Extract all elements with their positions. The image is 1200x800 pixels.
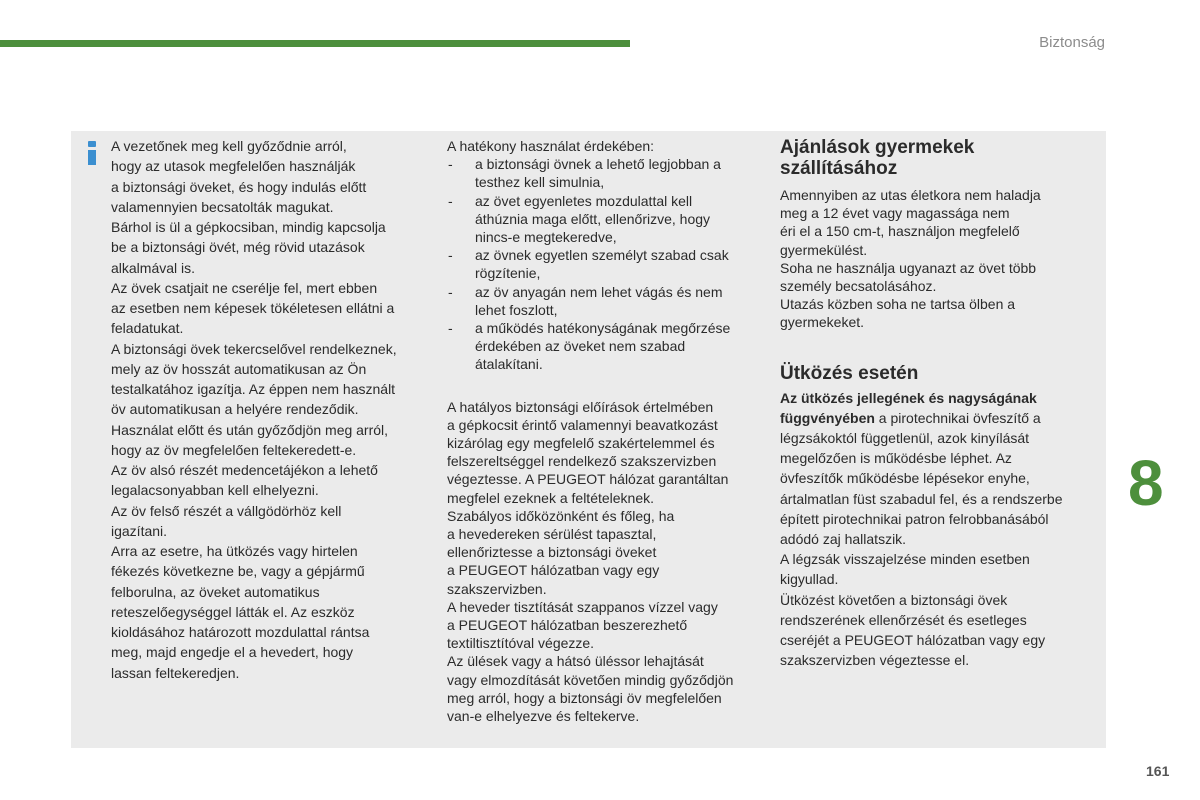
text-line: A vezetőnek meg kell győződnie arról, — [111, 138, 347, 154]
text-line: A légzsák visszajelzése minden esetben — [780, 551, 1030, 568]
service-paragraph — [447, 398, 769, 726]
bold-text: Az ütközés jellegének és nagyságának — [780, 389, 1037, 406]
text-line: övfeszítők működésbe lépésekor enyhe, — [780, 470, 1030, 487]
usage-intro: A hatékony használat érdekében: — [447, 138, 655, 154]
text-line: személy becsatolásához. — [780, 278, 937, 295]
text-line: légzsákoktól függetlenül, azok kinyílását — [780, 430, 1030, 447]
text-line: felborulna, az öveket automatikus — [111, 583, 320, 600]
text-line: fékezés következne be, vagy a gépjármű — [111, 563, 365, 580]
text-line: lassan feltekeredjen. — [111, 664, 240, 681]
text-line: adódó zaj hallatszik. — [780, 531, 907, 548]
text-line: Bárhol is ül a gépkocsiban, mindig kapcsolja — [111, 219, 386, 235]
text-line: ártalmatlan füst szabadul fel, és a rendszerbe — [780, 490, 1063, 507]
list-item-line: - az öv anyagán nem lehet vágás és nem — [447, 283, 769, 301]
list-item-line: lehet foszlott, — [475, 301, 558, 318]
text-line: Arra az esetre, ha ütközés vagy hirtelen — [111, 543, 358, 559]
text-line: valamennyien becsatolták magukat. — [111, 198, 334, 215]
text-line: Az ülések vagy a hátsó üléssor lehajtását — [447, 653, 704, 670]
list-item — [447, 192, 769, 247]
text-line: épített pirotechnikai patron felrobbanásából — [780, 510, 1049, 527]
text-line — [780, 388, 1098, 408]
text-line: a hevedereken sérülést tapasztal, — [447, 526, 657, 543]
text-line — [780, 408, 1098, 428]
text-line: reteszelőegységgel látták el. Az eszköz — [111, 603, 355, 620]
list-item-line: - az övnek egyetlen személyt szabad csak — [447, 246, 769, 264]
chapter-number: 8 — [1128, 447, 1164, 519]
text-line: vagy elmozdítását követően mindig győződjön — [447, 671, 734, 688]
text-line: A heveder tisztítását szappanos vízzel vagy — [447, 598, 718, 615]
text-line: szakszervizben. — [447, 580, 547, 597]
text-line: kioldásához határozott mozdulattal rántsa — [111, 624, 370, 640]
text-line: mely az öv hosszát automatikusan az Ön — [111, 360, 367, 377]
heading-line: Ajánlások gyermekek — [780, 137, 975, 158]
text-line: Utazás közben soha ne tartsa ölben a — [780, 296, 1016, 313]
text-line: meg a 12 évet vagy magassága nem — [780, 205, 1010, 222]
text-line: szakszervizben végeztesse el. — [780, 652, 970, 669]
text-line: igazítani. — [111, 522, 168, 539]
list-item-line: átalakítani. — [475, 356, 543, 373]
text-line: megfelel ezeknek a feltételeknek. — [447, 489, 655, 506]
list-item — [447, 283, 769, 319]
usage-list — [447, 155, 769, 373]
info-icon — [85, 141, 99, 165]
text-line: hogy az utasok megfelelően használják — [111, 158, 356, 175]
text-line: testalkatához igazítja. Az éppen nem használt — [111, 381, 396, 397]
text-line: felszereltséggel rendelkező szakszervizben — [447, 453, 717, 470]
list-item — [447, 246, 769, 282]
text-line: végeztesse. A PEUGEOT hálózat garantáltan — [447, 471, 729, 488]
page-number: 161 — [1146, 763, 1170, 779]
text-line: legalacsonyabban kell elhelyezni. — [111, 482, 319, 499]
text-line: textiltisztítóval végezze. — [447, 635, 595, 652]
text-line: van-e elhelyezve és feltekerve. — [447, 708, 640, 725]
child-transport-text — [780, 186, 1098, 332]
text-line: a biztonsági öveket, és hogy indulás előtt — [111, 178, 367, 195]
text-line: Az övek csatjait ne cserélje fel, mert ebben — [111, 279, 378, 296]
text-line: a PEUGEOT hálózatban beszerezhető — [447, 617, 688, 634]
text-line: rendszerének ellenőrzését és esetleges — [780, 611, 1027, 628]
text-line: a PEUGEOT hálózatban vagy egy — [447, 562, 660, 579]
text-line: éri el a 150 cm-t, használjon megfelelő — [780, 223, 1020, 240]
text-line: A biztonsági övek tekercselővel rendelkeznek, — [111, 340, 397, 357]
list-item-line: áthúznia maga előtt, ellenőrizve, hogy — [475, 210, 711, 227]
list-item-line: - a működés hatékonyságának megőrzése — [447, 319, 769, 337]
info-icon-stem — [88, 150, 96, 165]
text-line: cseréjét a PEUGEOT hálózatban vagy egy — [780, 632, 1046, 649]
text-line: Amennyiben az utas életkora nem haladja — [780, 187, 1041, 203]
heading-child-transport — [780, 137, 1098, 179]
text-line: gyermekülést. — [780, 241, 868, 258]
text-span: a pirotechnikai övfeszítő a — [874, 409, 1041, 426]
list-item — [447, 155, 769, 191]
text-line: Használat előtt és után győződjön meg arról, — [111, 421, 389, 438]
text-line: Ütközést követően a biztonsági övek — [780, 591, 1008, 608]
list-item-line: testhez kell simulnia, — [475, 174, 605, 191]
text-line: az esetben nem képesek tökéletesen ellátni a — [111, 300, 395, 316]
text-line: A hatályos biztonsági előírások értelmében — [447, 398, 714, 415]
heading-collision: Ütközés esetén — [780, 362, 919, 384]
bold-text: függvényében — [780, 409, 875, 426]
list-item — [447, 319, 769, 374]
text-line: Az öv alsó részét medencetájékon a lehető — [111, 462, 378, 478]
text-line: alkalmával is. — [111, 259, 196, 276]
info-icon-dot — [88, 141, 96, 147]
text-line: kigyullad. — [780, 571, 839, 588]
text-line: meg arról, hogy a biztonsági öv megfelelően — [447, 689, 722, 706]
text-line: megelőzően is működésbe léphet. Az — [780, 450, 1012, 467]
text-line: gyermekeket. — [780, 314, 865, 331]
text-line: hogy az öv megfelelően feltekeredett-e. — [111, 441, 357, 458]
text-line: Az öv felső részét a vállgödörhöz kell — [111, 502, 342, 519]
list-item-line: - az övet egyenletes mozdulattal kell — [447, 192, 769, 210]
heading-line: szállításához — [780, 158, 898, 179]
list-item-line: nincs-e megtekeredve, — [475, 229, 617, 246]
text-line: a gépkocsit érintő valamennyi beavatkozást — [447, 416, 718, 433]
text-line: feladatukat. — [111, 320, 184, 337]
column-info-text — [111, 136, 433, 683]
text-line: be a biztonsági övét, még rövid utazások — [111, 239, 365, 256]
text-line: Soha ne használja ugyanazt az övet több — [780, 259, 1037, 276]
column-usage-text — [447, 137, 769, 725]
list-item-line: - a biztonsági övnek a lehető legjobban a — [447, 155, 769, 173]
collision-text — [780, 388, 1098, 671]
text-line: Szabályos időközönként és főleg, ha — [447, 507, 675, 524]
list-item-line: rögzítenie, — [475, 265, 541, 282]
text-line: öv automatikusan a helyére rendeződik. — [111, 401, 359, 418]
list-item-line: érdekében az öveket nem szabad — [475, 338, 686, 355]
column-recommendations — [780, 137, 1098, 670]
text-line: ellenőriztesse a biztonsági öveket — [447, 544, 657, 561]
section-title: Biztonság — [1039, 34, 1105, 51]
text-line: kizárólag egy megfelelő szakértelemmel és — [447, 435, 715, 452]
text-line: meg, majd engedje el a hevedert, hogy — [111, 644, 354, 661]
header-accent-bar — [0, 40, 630, 47]
